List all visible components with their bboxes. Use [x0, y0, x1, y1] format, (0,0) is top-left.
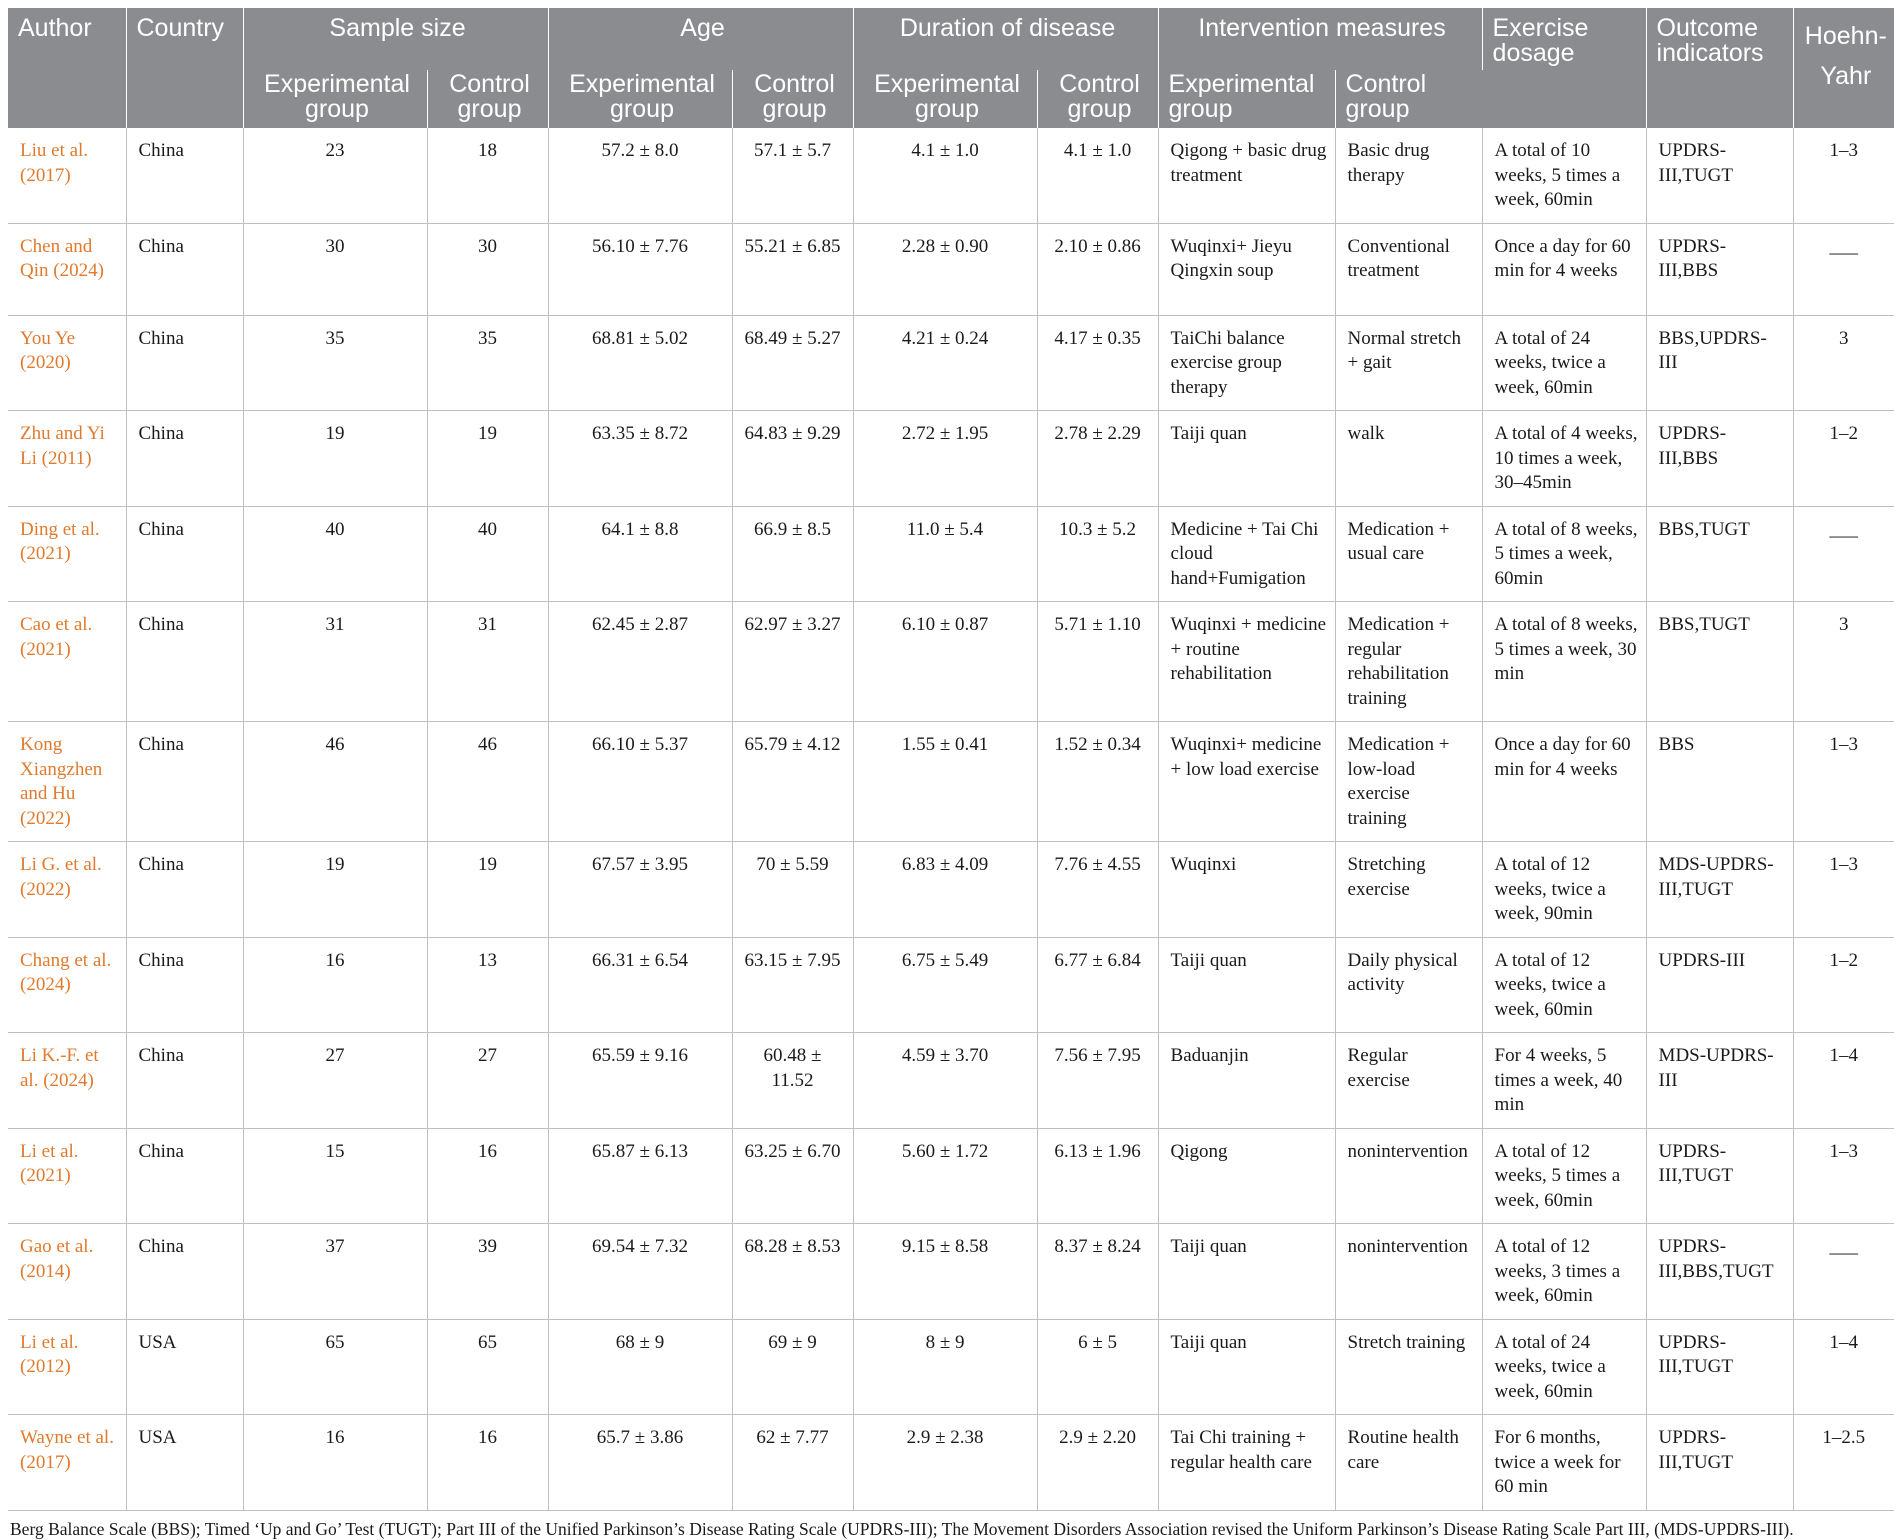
exercise-dosage-cell: A total of 8 weeks, 5 times a week, 30 min	[1482, 602, 1646, 722]
table-row	[8, 602, 1894, 722]
age-ctrl-cell: 68.28 ± 8.53	[732, 1224, 853, 1320]
header-outcome: Outcome indicators	[1646, 8, 1793, 128]
author-link[interactable]: Chen and Qin (2024)	[8, 223, 126, 315]
intervention-exp-cell: Wuqinxi + medicine + routine rehabilitation	[1158, 602, 1335, 722]
duration-ctrl-cell: 2.78 ± 2.29	[1037, 411, 1158, 507]
sample-ctrl-cell: 35	[427, 315, 548, 411]
age-exp-cell: 69.54 ± 7.32	[548, 1224, 732, 1320]
header-intervention-exp: Experimental group	[1158, 70, 1335, 128]
outcome-cell: UPDRS-III,BBS	[1646, 223, 1793, 315]
age-exp-cell: 68.81 ± 5.02	[548, 315, 732, 411]
exercise-dosage-cell: Once a day for 60 min for 4 weeks	[1482, 223, 1646, 315]
country-cell: China	[126, 937, 243, 1033]
table-row	[8, 223, 1894, 315]
sample-ctrl-cell: 40	[427, 506, 548, 602]
outcome-cell: UPDRS-III,TUGT	[1646, 128, 1793, 223]
duration-exp-cell: 4.59 ± 3.70	[853, 1033, 1037, 1129]
age-exp-cell: 65.7 ± 3.86	[548, 1415, 732, 1511]
age-exp-cell: 63.35 ± 8.72	[548, 411, 732, 507]
duration-ctrl-cell: 7.76 ± 4.55	[1037, 842, 1158, 938]
header-duration-ctrl: Control group	[1037, 70, 1158, 128]
table-row	[8, 506, 1894, 602]
outcome-cell: UPDRS-III	[1646, 937, 1793, 1033]
sample-ctrl-cell: 18	[427, 128, 548, 223]
intervention-ctrl-cell: Stretching exercise	[1335, 842, 1482, 938]
hoehn-yahr-cell: 3	[1793, 315, 1894, 411]
exercise-dosage-cell: A total of 12 weeks, 3 times a week, 60min	[1482, 1224, 1646, 1320]
country-cell: China	[126, 1224, 243, 1320]
header-author: Author	[8, 8, 126, 128]
author-link[interactable]: Li et al. (2021)	[8, 1128, 126, 1224]
age-exp-cell: 57.2 ± 8.0	[548, 128, 732, 223]
country-cell: China	[126, 411, 243, 507]
outcome-cell: BBS,TUGT	[1646, 602, 1793, 722]
author-link[interactable]: Ding et al. (2021)	[8, 506, 126, 602]
duration-exp-cell: 6.10 ± 0.87	[853, 602, 1037, 722]
intervention-ctrl-cell: Normal stretch + gait	[1335, 315, 1482, 411]
age-ctrl-cell: 60.48 ± 11.52	[732, 1033, 853, 1129]
age-ctrl-cell: 63.15 ± 7.95	[732, 937, 853, 1033]
country-cell: China	[126, 128, 243, 223]
age-exp-cell: 56.10 ± 7.76	[548, 223, 732, 315]
author-link[interactable]: Liu et al. (2017)	[8, 128, 126, 223]
age-ctrl-cell: 64.83 ± 9.29	[732, 411, 853, 507]
hoehn-yahr-cell: 1–2.5	[1793, 1415, 1894, 1511]
hoehn-yahr-cell: 1–3	[1793, 722, 1894, 842]
table-row	[8, 1415, 1894, 1511]
age-exp-cell: 67.57 ± 3.95	[548, 842, 732, 938]
sample-exp-cell: 65	[243, 1319, 427, 1415]
duration-ctrl-cell: 10.3 ± 5.2	[1037, 506, 1158, 602]
hoehn-yahr-cell: 1–4	[1793, 1319, 1894, 1415]
hoehn-yahr-cell: 1–3	[1793, 1128, 1894, 1224]
duration-exp-cell: 2.72 ± 1.95	[853, 411, 1037, 507]
duration-ctrl-cell: 6.13 ± 1.96	[1037, 1128, 1158, 1224]
intervention-ctrl-cell: Medication + usual care	[1335, 506, 1482, 602]
duration-ctrl-cell: 7.56 ± 7.95	[1037, 1033, 1158, 1129]
age-exp-cell: 68 ± 9	[548, 1319, 732, 1415]
table-row	[8, 937, 1894, 1033]
country-cell: USA	[126, 1415, 243, 1511]
table-row	[8, 1319, 1894, 1415]
sample-ctrl-cell: 16	[427, 1415, 548, 1511]
hoehn-yahr-cell: ___	[1793, 223, 1894, 315]
intervention-ctrl-cell: Medication + low-load exercise training	[1335, 722, 1482, 842]
sample-ctrl-cell: 19	[427, 411, 548, 507]
sample-exp-cell: 19	[243, 411, 427, 507]
outcome-cell: UPDRS-III,TUGT	[1646, 1319, 1793, 1415]
age-exp-cell: 65.59 ± 9.16	[548, 1033, 732, 1129]
sample-ctrl-cell: 13	[427, 937, 548, 1033]
header-duration: Duration of disease	[853, 8, 1158, 70]
age-ctrl-cell: 70 ± 5.59	[732, 842, 853, 938]
outcome-cell: MDS-UPDRS-III	[1646, 1033, 1793, 1129]
sample-exp-cell: 30	[243, 223, 427, 315]
country-cell: China	[126, 315, 243, 411]
duration-exp-cell: 6.75 ± 5.49	[853, 937, 1037, 1033]
sample-exp-cell: 16	[243, 937, 427, 1033]
sample-ctrl-cell: 31	[427, 602, 548, 722]
author-link[interactable]: Kong Xiangzhen and Hu (2022)	[8, 722, 126, 842]
intervention-exp-cell: Medicine + Tai Chi cloud hand+Fumigation	[1158, 506, 1335, 602]
outcome-cell: UPDRS-III,BBS	[1646, 411, 1793, 507]
country-cell: China	[126, 223, 243, 315]
exercise-dosage-cell: A total of 12 weeks, twice a week, 90min	[1482, 842, 1646, 938]
intervention-ctrl-cell: Routine health care	[1335, 1415, 1482, 1511]
sample-exp-cell: 35	[243, 315, 427, 411]
sample-ctrl-cell: 39	[427, 1224, 548, 1320]
sample-exp-cell: 27	[243, 1033, 427, 1129]
age-ctrl-cell: 57.1 ± 5.7	[732, 128, 853, 223]
country-cell: China	[126, 506, 243, 602]
table-footnote: Berg Balance Scale (BBS); Timed ‘Up and Go’ Test (TUGT); Part III of the Unified Parkinson’s Disease Rating Scale (UPDRS-III); The Movement Disorders Association revised the Uniform Parkinson’s Disease Rating Scale Part III, (MDS-UPDRS-III).	[10, 1518, 1794, 1539]
sample-ctrl-cell: 16	[427, 1128, 548, 1224]
hoehn-yahr-cell: ___	[1793, 1224, 1894, 1320]
country-cell: China	[126, 1128, 243, 1224]
author-link[interactable]: Li et al. (2012)	[8, 1319, 126, 1415]
age-ctrl-cell: 63.25 ± 6.70	[732, 1128, 853, 1224]
exercise-dosage-cell: A total of 10 weeks, 5 times a week, 60min	[1482, 128, 1646, 223]
intervention-exp-cell: Taiji quan	[1158, 1224, 1335, 1320]
header-intervention: Intervention measures	[1158, 8, 1482, 70]
author-link[interactable]: Gao et al. (2014)	[8, 1224, 126, 1320]
duration-exp-cell: 4.21 ± 0.24	[853, 315, 1037, 411]
table-body	[8, 128, 1894, 1510]
author-link[interactable]: Li K.-F. et al. (2024)	[8, 1033, 126, 1129]
age-exp-cell: 66.10 ± 5.37	[548, 722, 732, 842]
author-link[interactable]: Chang et al. (2024)	[8, 937, 126, 1033]
age-ctrl-cell: 65.79 ± 4.12	[732, 722, 853, 842]
table-row	[8, 842, 1894, 938]
sample-exp-cell: 23	[243, 128, 427, 223]
intervention-ctrl-cell: Daily physical activity	[1335, 937, 1482, 1033]
table-row	[8, 128, 1894, 223]
age-ctrl-cell: 55.21 ± 6.85	[732, 223, 853, 315]
sample-exp-cell: 46	[243, 722, 427, 842]
duration-ctrl-cell: 1.52 ± 0.34	[1037, 722, 1158, 842]
sample-ctrl-cell: 46	[427, 722, 548, 842]
duration-ctrl-cell: 6.77 ± 6.84	[1037, 937, 1158, 1033]
age-exp-cell: 66.31 ± 6.54	[548, 937, 732, 1033]
duration-ctrl-cell: 5.71 ± 1.10	[1037, 602, 1158, 722]
exercise-dosage-cell: For 4 weeks, 5 times a week, 40 min	[1482, 1033, 1646, 1129]
duration-ctrl-cell: 2.10 ± 0.86	[1037, 223, 1158, 315]
hoehn-yahr-cell: 1–2	[1793, 411, 1894, 507]
intervention-ctrl-cell: Basic drug therapy	[1335, 128, 1482, 223]
sample-exp-cell: 37	[243, 1224, 427, 1320]
duration-exp-cell: 1.55 ± 0.41	[853, 722, 1037, 842]
duration-ctrl-cell: 4.1 ± 1.0	[1037, 128, 1158, 223]
exercise-dosage-cell: A total of 12 weeks, twice a week, 60min	[1482, 937, 1646, 1033]
country-cell: China	[126, 842, 243, 938]
intervention-exp-cell: Baduanjin	[1158, 1033, 1335, 1129]
intervention-exp-cell: Wuqinxi+ medicine + low load exercise	[1158, 722, 1335, 842]
intervention-exp-cell: Taiji quan	[1158, 937, 1335, 1033]
age-ctrl-cell: 69 ± 9	[732, 1319, 853, 1415]
outcome-cell: UPDRS-III,BBS,TUGT	[1646, 1224, 1793, 1320]
study-table-container	[8, 8, 1894, 1540]
hoehn-yahr-cell: 3	[1793, 602, 1894, 722]
author-link[interactable]: You Ye (2020)	[8, 315, 126, 411]
intervention-ctrl-cell: nonintervention	[1335, 1128, 1482, 1224]
hoehn-yahr-cell: ___	[1793, 506, 1894, 602]
duration-ctrl-cell: 8.37 ± 8.24	[1037, 1224, 1158, 1320]
header-country: Country	[126, 8, 243, 128]
outcome-cell: BBS	[1646, 722, 1793, 842]
outcome-cell: UPDRS-III,TUGT	[1646, 1128, 1793, 1224]
intervention-ctrl-cell: Conventional treatment	[1335, 223, 1482, 315]
outcome-cell: MDS-UPDRS-III,TUGT	[1646, 842, 1793, 938]
exercise-dosage-cell: A total of 8 weeks, 5 times a week, 60min	[1482, 506, 1646, 602]
intervention-exp-cell: Qigong + basic drug treatment	[1158, 128, 1335, 223]
outcome-cell: BBS,UPDRS-III	[1646, 315, 1793, 411]
outcome-cell: BBS,TUGT	[1646, 506, 1793, 602]
header-age-ctrl: Control group	[732, 70, 853, 128]
intervention-exp-cell: Tai Chi training + regular health care	[1158, 1415, 1335, 1511]
intervention-exp-cell: Wuqinxi+ Jieyu Qingxin soup	[1158, 223, 1335, 315]
table-row	[8, 1224, 1894, 1320]
sample-exp-cell: 19	[243, 842, 427, 938]
duration-exp-cell: 5.60 ± 1.72	[853, 1128, 1037, 1224]
sample-ctrl-cell: 27	[427, 1033, 548, 1129]
hoehn-yahr-cell: 1–4	[1793, 1033, 1894, 1129]
outcome-cell: UPDRS-III,TUGT	[1646, 1415, 1793, 1511]
duration-ctrl-cell: 2.9 ± 2.20	[1037, 1415, 1158, 1511]
intervention-exp-cell: Taiji quan	[1158, 1319, 1335, 1415]
sample-exp-cell: 15	[243, 1128, 427, 1224]
age-exp-cell: 65.87 ± 6.13	[548, 1128, 732, 1224]
exercise-dosage-cell: A total of 24 weeks, twice a week, 60min	[1482, 315, 1646, 411]
study-characteristics-table	[8, 8, 1894, 1511]
hoehn-yahr-cell: 1–3	[1793, 128, 1894, 223]
header-hoehn-yahr: Hoehn-Yahr	[1793, 8, 1894, 128]
hoehn-yahr-cell: 1–2	[1793, 937, 1894, 1033]
intervention-exp-cell: Wuqinxi	[1158, 842, 1335, 938]
age-exp-cell: 64.1 ± 8.8	[548, 506, 732, 602]
duration-exp-cell: 2.28 ± 0.90	[853, 223, 1037, 315]
exercise-dosage-cell: For 6 months, twice a week for 60 min	[1482, 1415, 1646, 1511]
table-row	[8, 1033, 1894, 1129]
author-link[interactable]: Zhu and Yi Li (2011)	[8, 411, 126, 507]
country-cell: China	[126, 1033, 243, 1129]
exercise-dosage-cell: A total of 24 weeks, twice a week, 60min	[1482, 1319, 1646, 1415]
age-ctrl-cell: 62 ± 7.77	[732, 1415, 853, 1511]
hoehn-yahr-cell: 1–3	[1793, 842, 1894, 938]
intervention-exp-cell: TaiChi balance exercise group therapy	[1158, 315, 1335, 411]
author-link[interactable]: Cao et al. (2021)	[8, 602, 126, 722]
age-ctrl-cell: 62.97 ± 3.27	[732, 602, 853, 722]
intervention-ctrl-cell: walk	[1335, 411, 1482, 507]
table-row	[8, 1128, 1894, 1224]
header-age-exp: Experimental group	[548, 70, 732, 128]
exercise-dosage-cell: A total of 12 weeks, 5 times a week, 60min	[1482, 1128, 1646, 1224]
duration-exp-cell: 11.0 ± 5.4	[853, 506, 1037, 602]
duration-exp-cell: 8 ± 9	[853, 1319, 1037, 1415]
duration-ctrl-cell: 4.17 ± 0.35	[1037, 315, 1158, 411]
sample-exp-cell: 16	[243, 1415, 427, 1511]
table-header	[8, 8, 1894, 128]
table-row	[8, 315, 1894, 411]
header-exercise-dosage: Exercise dosage	[1482, 8, 1646, 128]
header-age: Age	[548, 8, 853, 70]
country-cell: China	[126, 602, 243, 722]
exercise-dosage-cell: Once a day for 60 min for 4 weeks	[1482, 722, 1646, 842]
age-ctrl-cell: 66.9 ± 8.5	[732, 506, 853, 602]
header-duration-exp: Experimental group	[853, 70, 1037, 128]
duration-exp-cell: 4.1 ± 1.0	[853, 128, 1037, 223]
header-intervention-ctrl: Control group	[1335, 70, 1482, 128]
duration-exp-cell: 2.9 ± 2.38	[853, 1415, 1037, 1511]
age-ctrl-cell: 68.49 ± 5.27	[732, 315, 853, 411]
header-sample-size: Sample size	[243, 8, 548, 70]
intervention-ctrl-cell: Regular exercise	[1335, 1033, 1482, 1129]
country-cell: USA	[126, 1319, 243, 1415]
header-sample-exp: Experimental group	[243, 70, 427, 128]
sample-ctrl-cell: 19	[427, 842, 548, 938]
intervention-ctrl-cell: Stretch training	[1335, 1319, 1482, 1415]
intervention-exp-cell: Qigong	[1158, 1128, 1335, 1224]
table-row	[8, 722, 1894, 842]
duration-exp-cell: 6.83 ± 4.09	[853, 842, 1037, 938]
sample-ctrl-cell: 65	[427, 1319, 548, 1415]
intervention-exp-cell: Taiji quan	[1158, 411, 1335, 507]
age-exp-cell: 62.45 ± 2.87	[548, 602, 732, 722]
sample-ctrl-cell: 30	[427, 223, 548, 315]
author-link[interactable]: Wayne et al. (2017)	[8, 1415, 126, 1511]
duration-exp-cell: 9.15 ± 8.58	[853, 1224, 1037, 1320]
table-row	[8, 411, 1894, 507]
country-cell: China	[126, 722, 243, 842]
author-link[interactable]: Li G. et al. (2022)	[8, 842, 126, 938]
exercise-dosage-cell: A total of 4 weeks, 10 times a week, 30–45min	[1482, 411, 1646, 507]
intervention-ctrl-cell: Medication + regular rehabilitation training	[1335, 602, 1482, 722]
duration-ctrl-cell: 6 ± 5	[1037, 1319, 1158, 1415]
header-sample-ctrl: Control group	[427, 70, 548, 128]
intervention-ctrl-cell: nonintervention	[1335, 1224, 1482, 1320]
sample-exp-cell: 31	[243, 602, 427, 722]
sample-exp-cell: 40	[243, 506, 427, 602]
